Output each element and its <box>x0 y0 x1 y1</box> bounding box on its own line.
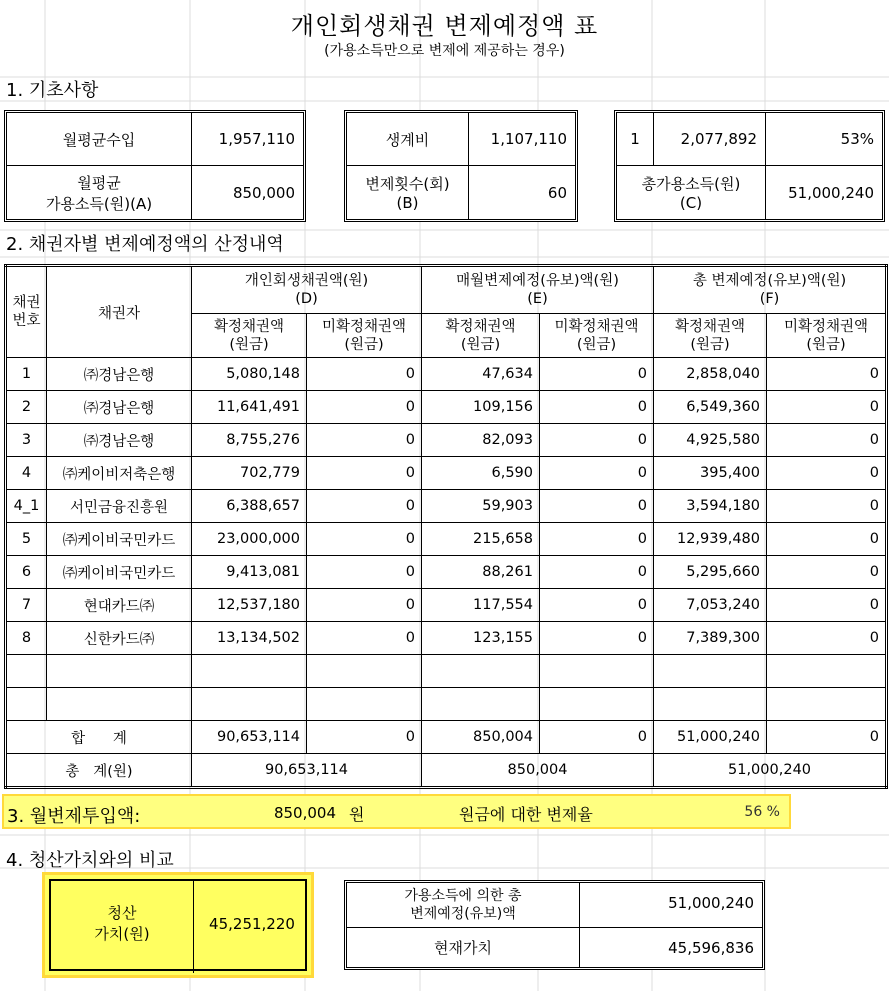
liquidation-label-line1: 청산 <box>107 904 137 922</box>
cell-e1: 6,590 <box>422 457 540 490</box>
cell-creditor: 서민금융진흥원 <box>47 490 192 523</box>
avail-income-label-line2: 가용소득(원)(A) <box>45 194 153 213</box>
cell-e1: 88,261 <box>422 556 540 589</box>
cell-f1: 4,925,580 <box>654 424 767 457</box>
empty-row <box>6 688 887 721</box>
cell-f1: 12,939,480 <box>654 523 767 556</box>
cell-f2: 0 <box>767 523 887 556</box>
cell-e1: 123,155 <box>422 622 540 655</box>
table-row <box>6 490 887 523</box>
header-d-unconfirmed <box>307 314 422 358</box>
header-creditor: 채권자 <box>47 266 192 358</box>
cell-f2: 0 <box>767 424 887 457</box>
section3-heading: 3. 월변제투입액: <box>7 806 141 827</box>
total-avail-box <box>614 110 885 222</box>
avail-total-label-line1: 가용소득에 의한 총 <box>404 888 522 904</box>
cell-creditor: ㈜케이비국민카드 <box>47 556 192 589</box>
cell-f1: 395,400 <box>654 457 767 490</box>
sum-label: 합 계 <box>6 721 192 754</box>
cell-no: 1 <box>6 358 47 391</box>
section4-heading: 4. 청산가치와의 비교 <box>6 850 174 871</box>
cell-d2: 0 <box>307 358 422 391</box>
cell-f1: 7,053,240 <box>654 589 767 622</box>
repay-count-value: 60 <box>547 183 567 202</box>
section2-heading: 2. 채권자별 변제예정액의 산정내역 <box>6 234 284 255</box>
cell-no: 5 <box>6 523 47 556</box>
cell-d2: 0 <box>307 490 422 523</box>
cell-f1: 6,549,360 <box>654 391 767 424</box>
table-row <box>6 358 887 391</box>
cell-no: 2 <box>6 391 47 424</box>
confirmed-line2: (원금) <box>690 336 730 353</box>
cell-no: 6 <box>6 556 47 589</box>
ratio-amount: 2,077,892 <box>680 130 757 148</box>
avail-total-label <box>347 883 579 927</box>
section1-heading: 1. 기초사항 <box>6 80 99 101</box>
header-no-line2: 번호 <box>12 313 41 329</box>
repay-count-label-line1: 변제횟수(회) <box>365 175 450 193</box>
confirmed-line1: 확정채권액 <box>213 318 285 335</box>
empty-row <box>6 655 887 688</box>
liquidation-inner <box>49 879 307 971</box>
cell-d1: 6,388,657 <box>192 490 307 523</box>
cell-f2: 0 <box>767 391 887 424</box>
cell-e1: 109,156 <box>422 391 540 424</box>
cell-f2: 0 <box>767 556 887 589</box>
cell-e1: 215,658 <box>422 523 540 556</box>
cell-e2: 0 <box>540 391 654 424</box>
total-avail-label-line2: (C) <box>679 194 703 212</box>
header-f-unconfirmed <box>767 314 887 358</box>
header-e-unconfirmed <box>540 314 654 358</box>
sum-e2: 0 <box>540 721 654 754</box>
avail-total-label-line2: 변제예정(유보)액 <box>410 906 516 922</box>
unconfirmed-line2: (원금) <box>576 336 617 353</box>
cell-d2: 0 <box>307 391 422 424</box>
cell-f2: 0 <box>767 358 887 391</box>
cell-d2: 0 <box>307 457 422 490</box>
sum-f1: 51,000,240 <box>654 721 767 754</box>
unconfirmed-line1: 미확정채권액 <box>554 318 639 335</box>
cell-d2: 0 <box>307 424 422 457</box>
cell-d1: 13,134,502 <box>192 622 307 655</box>
cell-f1: 2,858,040 <box>654 358 767 391</box>
unconfirmed-line1: 미확정채권액 <box>321 318 407 335</box>
header-no-line1: 채권 <box>12 295 41 311</box>
header-e-line1: 매월변제예정(유보)액(원) <box>456 273 619 289</box>
header-e-confirmed <box>422 314 540 358</box>
cell-creditor: ㈜케이비국민카드 <box>47 523 192 556</box>
cell-f1: 7,389,300 <box>654 622 767 655</box>
repay-rate-value: 56 % <box>744 804 780 820</box>
sum-row <box>6 721 887 754</box>
living-cost-value: 1,107,110 <box>490 130 567 148</box>
header-f-line2: (F) <box>759 291 780 307</box>
living-cost-box <box>344 110 578 222</box>
cell-creditor: ㈜경남은행 <box>47 424 192 457</box>
cell-creditor: ㈜케이비저축은행 <box>47 457 192 490</box>
cell-e2: 0 <box>540 457 654 490</box>
liquidation-value: 45,251,220 <box>209 915 295 933</box>
header-d-confirmed <box>192 314 307 358</box>
cell-creditor: 현대카드㈜ <box>47 589 192 622</box>
total-avail-label-line1: 총가용소득(원) <box>641 175 741 193</box>
cell-e2: 0 <box>540 358 654 391</box>
cell-d1: 12,537,180 <box>192 589 307 622</box>
cell-e2: 0 <box>540 490 654 523</box>
monthly-payment-amount: 850,004 <box>273 804 336 822</box>
cell-f1: 3,594,180 <box>654 490 767 523</box>
avail-total-value: 51,000,240 <box>668 894 754 912</box>
total-f: 51,000,240 <box>654 754 887 788</box>
cell-creditor: ㈜경남은행 <box>47 358 192 391</box>
avail-income-label <box>7 166 191 219</box>
liquidation-label-line2: 가치(원) <box>94 925 150 943</box>
creditor-table <box>4 264 888 789</box>
present-value-label: 현재가치 <box>434 939 492 957</box>
cell-d1: 8,755,276 <box>192 424 307 457</box>
page-subtitle: (가용소득만으로 변제에 제공하는 경우) <box>324 43 565 59</box>
cell-d1: 5,080,148 <box>192 358 307 391</box>
header-no <box>6 266 47 358</box>
header-e-line2: (E) <box>527 291 548 307</box>
header-d <box>192 266 422 314</box>
table-row <box>6 391 887 424</box>
total-e: 850,004 <box>422 754 654 788</box>
cell-d2: 0 <box>307 622 422 655</box>
header-row-1 <box>6 266 887 314</box>
repay-count-label <box>347 166 468 219</box>
repay-count-label-line2: (B) <box>396 194 419 212</box>
total-avail-label <box>617 166 765 219</box>
unconfirmed-line1: 미확정채권액 <box>783 318 869 335</box>
section3-highlight <box>2 794 791 829</box>
table-row <box>6 523 887 556</box>
repay-rate-label: 원금에 대한 변제율 <box>459 805 593 824</box>
cell-e2: 0 <box>540 589 654 622</box>
income-box <box>4 110 306 222</box>
living-cost-label: 생계비 <box>385 130 430 149</box>
total-d: 90,653,114 <box>192 754 422 788</box>
cell-e2: 0 <box>540 523 654 556</box>
avail-income-label-line1: 월평균 <box>77 173 121 192</box>
ratio-index: 1 <box>630 130 640 148</box>
table-row <box>6 589 887 622</box>
sum-d1: 90,653,114 <box>192 721 307 754</box>
cell-d1: 23,000,000 <box>192 523 307 556</box>
cell-creditor: 신한카드㈜ <box>47 622 192 655</box>
cell-d1: 9,413,081 <box>192 556 307 589</box>
unconfirmed-line2: (원금) <box>806 336 846 353</box>
cell-f2: 0 <box>767 490 887 523</box>
liquidation-label <box>51 903 193 945</box>
cell-no: 7 <box>6 589 47 622</box>
cell-no: 3 <box>6 424 47 457</box>
cell-e2: 0 <box>540 424 654 457</box>
page-title: 개인회생채권 변제예정액 표 <box>290 12 599 40</box>
cell-d2: 0 <box>307 589 422 622</box>
header-f-confirmed <box>654 314 767 358</box>
cell-f2: 0 <box>767 622 887 655</box>
table-row <box>6 556 887 589</box>
cell-creditor: ㈜경남은행 <box>47 391 192 424</box>
cell-d2: 0 <box>307 523 422 556</box>
cell-e1: 59,903 <box>422 490 540 523</box>
cell-e1: 82,093 <box>422 424 540 457</box>
table-row <box>6 457 887 490</box>
table-row <box>6 622 887 655</box>
cell-e2: 0 <box>540 622 654 655</box>
ratio-percent: 53% <box>840 130 874 148</box>
monthly-income-value: 1,957,110 <box>218 130 295 148</box>
liquidation-box <box>42 872 314 978</box>
present-value-value: 45,596,836 <box>668 938 754 957</box>
total-row <box>6 754 887 788</box>
cell-no: 4_1 <box>6 490 47 523</box>
total-label: 총 계(원) <box>6 754 192 788</box>
cell-no: 8 <box>6 622 47 655</box>
confirmed-line1: 확정채권액 <box>674 318 746 335</box>
sum-e1: 850,004 <box>422 721 540 754</box>
cell-d1: 11,641,491 <box>192 391 307 424</box>
cell-f2: 0 <box>767 589 887 622</box>
sum-f2: 0 <box>767 721 887 754</box>
header-f-line1: 총 변제예정(유보)액(원) <box>692 273 847 289</box>
header-d-line2: (D) <box>295 291 318 307</box>
cell-no: 4 <box>6 457 47 490</box>
cell-d1: 702,779 <box>192 457 307 490</box>
confirmed-line1: 확정채권액 <box>445 318 516 335</box>
present-value-box <box>344 880 765 970</box>
header-e <box>422 266 654 314</box>
cell-d2: 0 <box>307 556 422 589</box>
total-avail-value: 51,000,240 <box>788 183 874 202</box>
cell-e1: 47,634 <box>422 358 540 391</box>
table-row <box>6 424 887 457</box>
header-d-line1: 개인회생채권액(원) <box>244 273 369 289</box>
cell-e1: 117,554 <box>422 589 540 622</box>
cell-f1: 5,295,660 <box>654 556 767 589</box>
monthly-income-label: 월평균수입 <box>62 130 136 149</box>
header-f <box>654 266 887 314</box>
avail-income-value: 850,000 <box>232 183 295 202</box>
cell-f2: 0 <box>767 457 887 490</box>
monthly-payment-unit: 원 <box>349 805 365 824</box>
sum-d2: 0 <box>307 721 422 754</box>
confirmed-line2: (원금) <box>460 336 501 353</box>
confirmed-line2: (원금) <box>229 336 269 353</box>
cell-e2: 0 <box>540 556 654 589</box>
unconfirmed-line2: (원금) <box>344 336 384 353</box>
